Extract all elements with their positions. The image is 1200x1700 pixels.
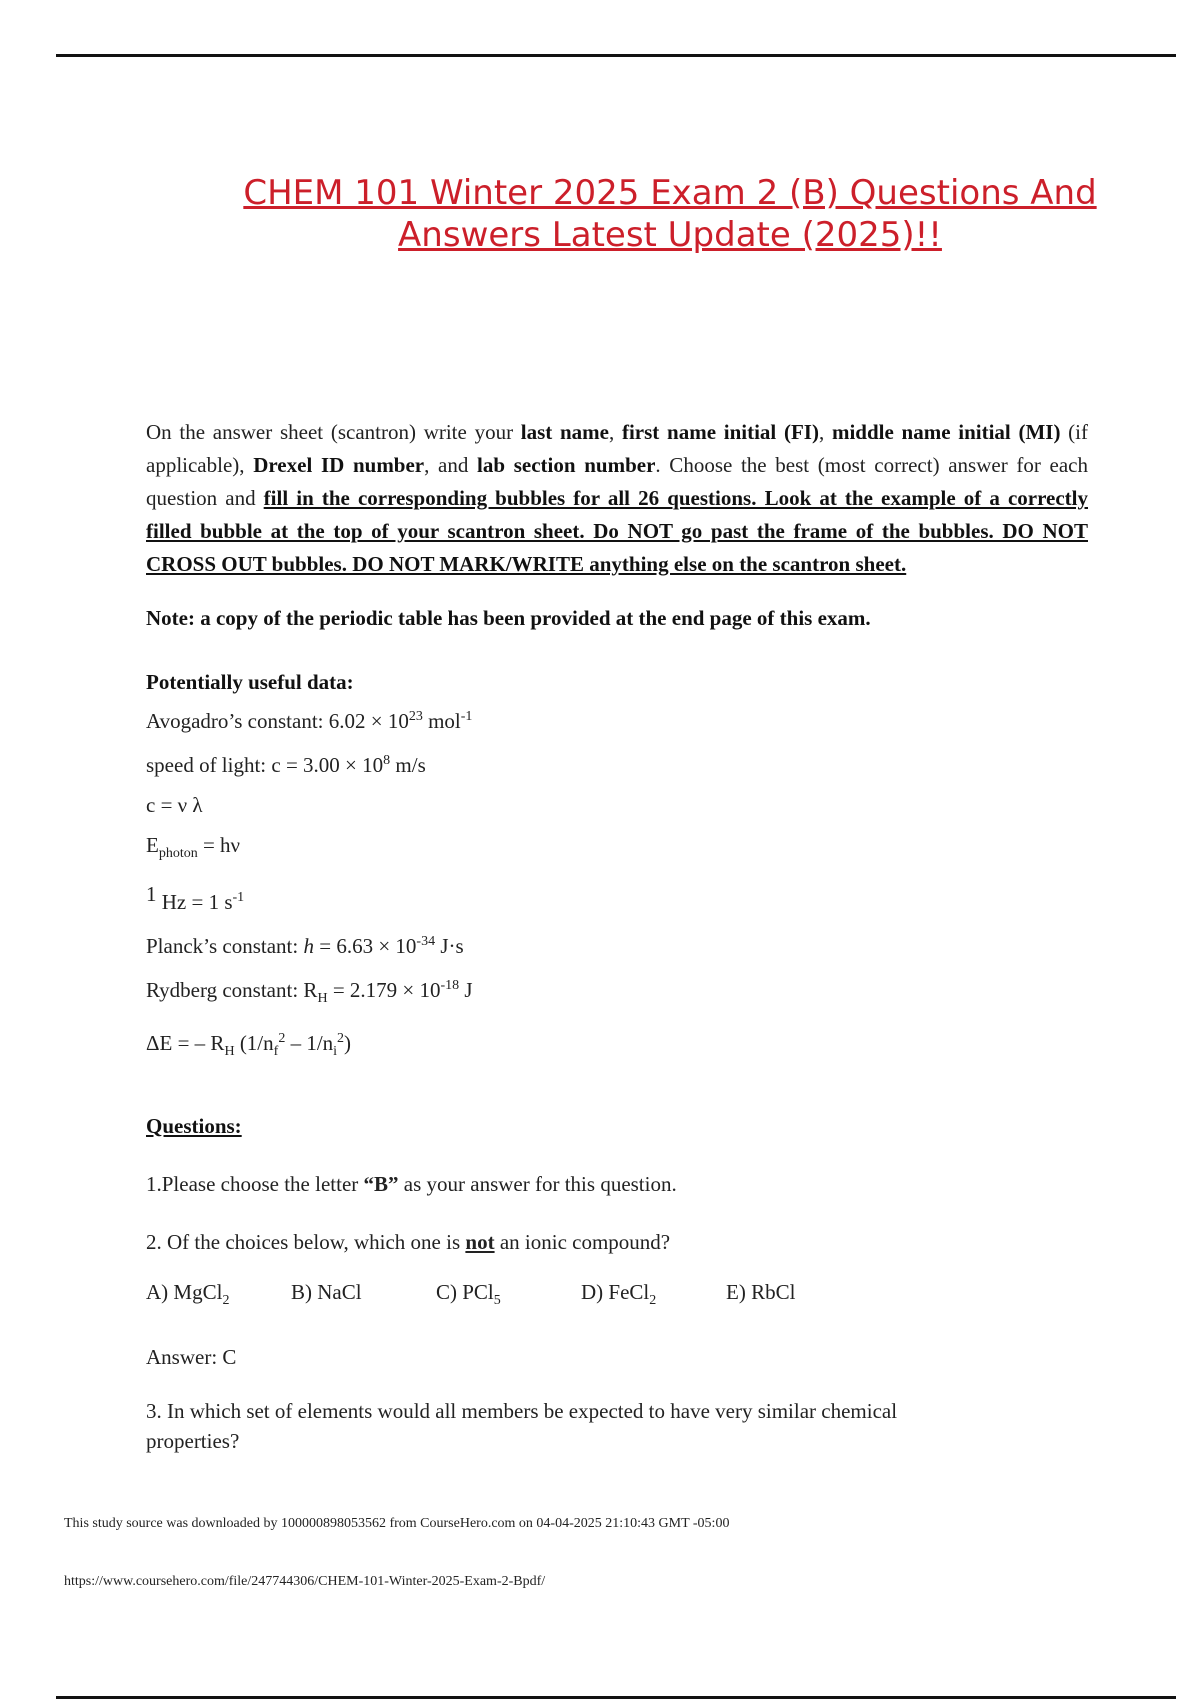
q2-choice-e (726, 1277, 871, 1316)
avogadro-exp: 23 (408, 709, 423, 724)
rydberg-line (146, 966, 1088, 1019)
instr-text: , and (424, 453, 478, 477)
choice-label: A) MgCl (146, 1279, 223, 1304)
delta-exp1: 2 (278, 1031, 286, 1047)
photon-sub: photon (158, 846, 198, 862)
instr-text: On the answer sheet (scantron) write your (146, 420, 521, 444)
bottom-rule (56, 1696, 1176, 1699)
instr-text: . Choose the best (most correct) answer for each question and (146, 453, 1088, 510)
q2-choice-c (436, 1277, 581, 1316)
planck-value: = 6.63 × 10 (313, 934, 417, 959)
avogadro-unit-exp: -1 (460, 709, 473, 724)
choice-sub: 2 (649, 1292, 657, 1308)
instr-bold-lab-section: lab section number (477, 453, 656, 477)
instr-bubble-rules: fill in the corresponding bubbles for all 26 questions. Look at the example of a correctly filled bubble at the top of your scantron sheet. Do NOT go past the frame of the bubbles. DO NOT CROSS OUT bubbles. DO NOT MARK/WRITE anything else on the scantron sheet. (146, 486, 1088, 576)
light-unit: m/s (390, 753, 426, 777)
instr-text: , (818, 420, 832, 444)
q2-answer: Answer: C (146, 1344, 237, 1369)
hertz-line (146, 874, 1088, 922)
q1-letter: “B” (363, 1171, 399, 1196)
question-2 (146, 1227, 1088, 1257)
photon-energy-line (146, 825, 1088, 874)
hertz-one: 1 (146, 882, 157, 907)
q2-choice-d (581, 1277, 726, 1316)
speed-of-light-line (146, 741, 1088, 785)
light-label: speed of light: c = 3.00 × 10 (146, 753, 384, 777)
planck-label: Planck’s constant: (146, 934, 304, 959)
download-source-footer: This study source was downloaded by 100000898053562 from CourseHero.com on 04-04-2025 21:10:43 GMT -05:00 (64, 1516, 730, 1531)
q2-text-end: an ionic compound? (494, 1229, 671, 1254)
photon-rest: = hν (197, 833, 241, 857)
hertz-exp: -1 (232, 890, 245, 906)
q2-not: not (465, 1229, 495, 1254)
useful-data-heading: Potentially useful data: (146, 670, 354, 694)
light-exp: 8 (383, 753, 391, 768)
choice-label: C) PCl (436, 1279, 494, 1304)
delta-c: – 1/n (285, 1031, 334, 1056)
q2-choices (146, 1277, 1088, 1316)
document-title: CHEM 101 Winter 2025 Exam 2 (B) Questions And Answers Latest Update (2025)!! (243, 173, 1097, 255)
wave-equation-line: c = ν λ (146, 793, 203, 817)
delta-b: (1/n (234, 1031, 274, 1056)
planck-h: h (303, 934, 314, 959)
rydberg-exp: -18 (440, 978, 460, 994)
avogadro-unit: mol (422, 709, 461, 733)
q1-text-end: as your answer for this question. (398, 1171, 677, 1196)
rydberg-unit: J (459, 978, 473, 1003)
choice-sub: 2 (222, 1292, 230, 1308)
rydberg-value: = 2.179 × 10 (327, 978, 441, 1003)
planck-line (146, 922, 1088, 966)
delta-a: ΔE = – R (146, 1031, 225, 1056)
instr-text: (if applicable), (146, 420, 1088, 477)
delta-exp2: 2 (337, 1031, 345, 1047)
photon-e: E (146, 833, 159, 857)
planck-unit: J·s (435, 934, 464, 959)
delta-e-line (146, 1019, 1088, 1072)
top-rule (56, 54, 1176, 57)
planck-exp: -34 (416, 934, 436, 950)
question-3: 3. In which set of elements would all members be expected to have very similar chemical properties? (146, 1398, 898, 1453)
instr-bold-first-initial: first name initial (FI) (621, 420, 819, 444)
q2-text: 2. Of the choices below, which one is (146, 1229, 466, 1254)
rydberg-label: Rydberg constant: R (146, 978, 318, 1003)
source-url-link[interactable]: https://www.coursehero.com/file/247744306/CHEM-101-Winter-2025-Exam-2-Bpdf/ (64, 1574, 546, 1589)
choice-sub: 5 (493, 1292, 501, 1308)
question-1 (146, 1169, 1088, 1199)
delta-sub-f: f (273, 1044, 279, 1060)
delta-sub-h: H (224, 1044, 235, 1060)
avogadro-label: Avogadro’s constant: 6.02 × 10 (146, 709, 409, 733)
q2-choice-a (146, 1277, 291, 1316)
delta-d: ) (344, 1031, 352, 1056)
q2-choice-b (291, 1277, 436, 1316)
avogadro-line (146, 697, 1088, 741)
instr-bold-last-name: last name (520, 420, 609, 444)
instr-bold-middle-initial: middle name initial (MI) (831, 420, 1061, 444)
rydberg-sub: H (317, 991, 328, 1007)
delta-sub-i: i (333, 1044, 338, 1060)
exam-content (146, 416, 1088, 1456)
questions-heading: Questions: (146, 1113, 242, 1138)
choice-label: E) RbCl (726, 1279, 796, 1304)
instr-text: , (609, 420, 622, 444)
instr-bold-drexel-id: Drexel ID number (253, 453, 425, 477)
instructions-paragraph (146, 416, 1088, 581)
periodic-table-note: Note: a copy of the periodic table has been provided at the end page of this exam. (146, 606, 871, 630)
choice-label: B) NaCl (291, 1279, 362, 1304)
choice-label: D) FeCl (581, 1279, 650, 1304)
hertz-rest: Hz = 1 s (156, 890, 233, 915)
q1-text: 1.Please choose the letter (146, 1171, 364, 1196)
